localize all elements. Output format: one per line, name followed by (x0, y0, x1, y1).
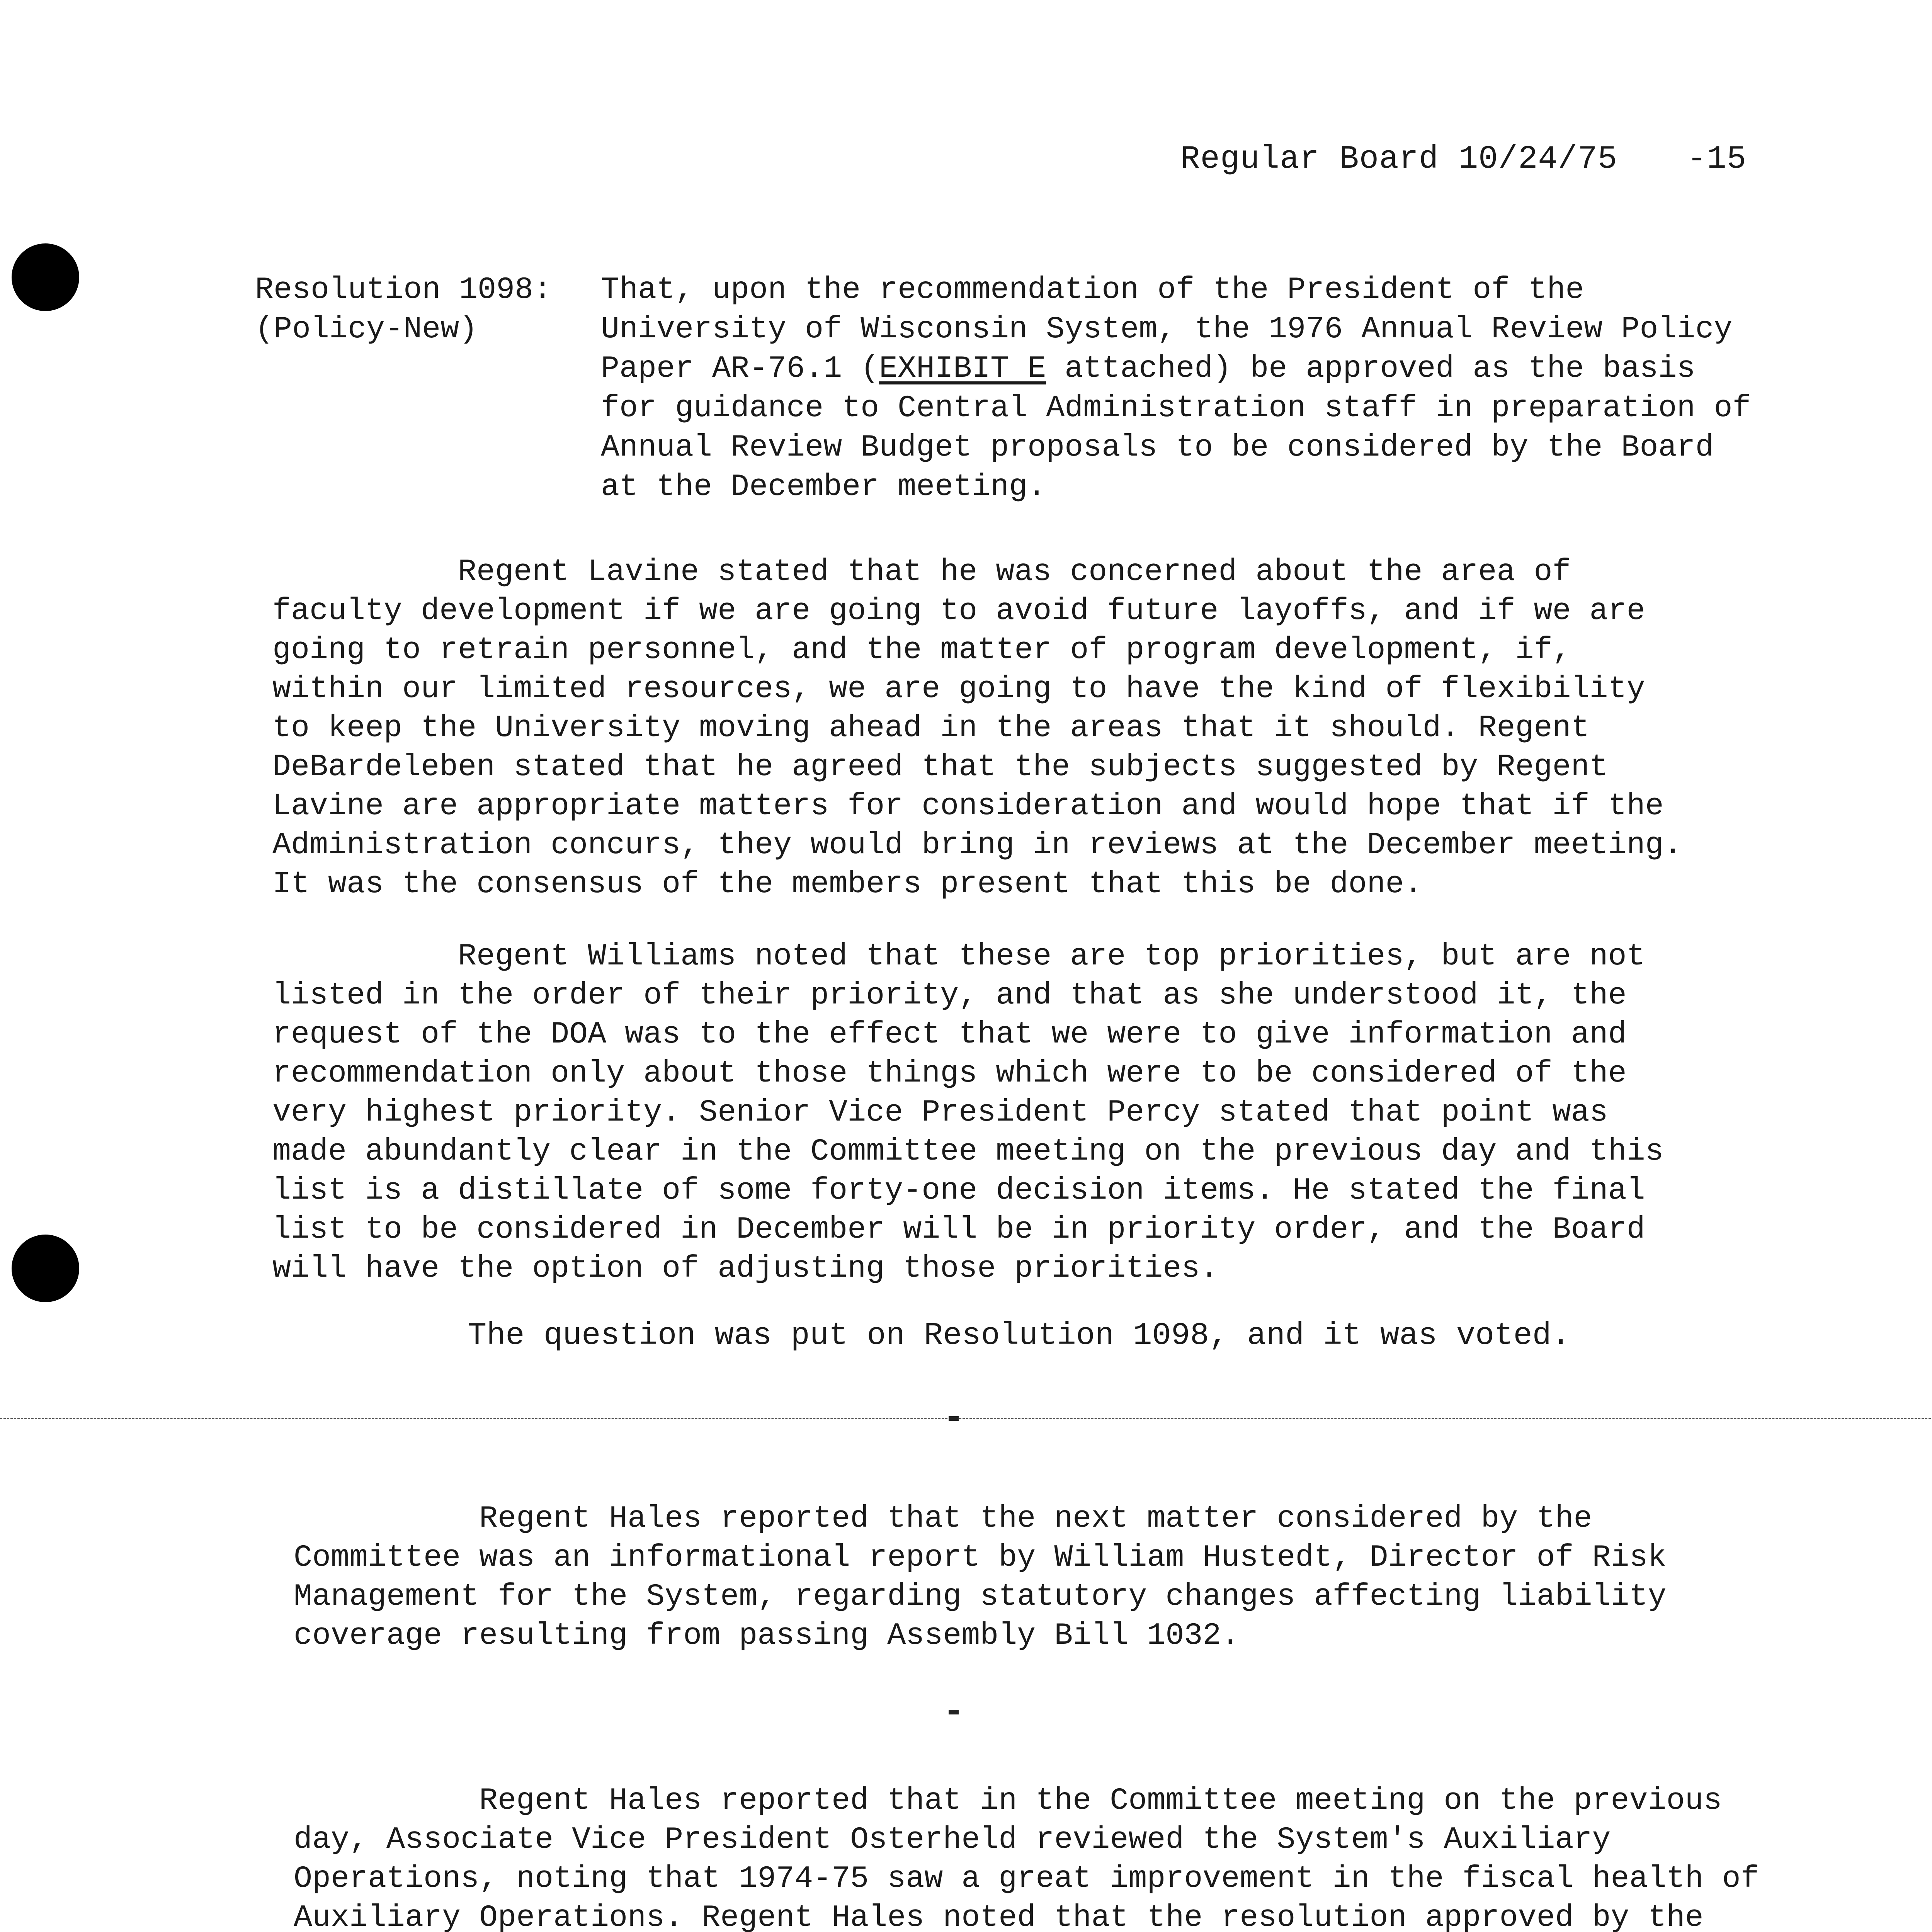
resolution-text: That, upon the recommendation of the President of the University of Wisconsin System, the 1976 Annual Review Policy Paper AR-76.1 (EXHIBIT E attached) be approved as the basis for guidance to Central Administration staff in preparation of Annual Review Budget proposals to be considered by the Board at the December meeting. (601, 272, 1751, 505)
section-divider (0, 1418, 1932, 1419)
vote-statement: The question was put on Resolution 1098, and it was voted. (468, 1318, 1571, 1354)
paragraph-williams: Regent Williams noted that these are top priorities, but are not listed in the order of their priority, and that as she understood it, the request of the DOA was to the effect that we were to give information and recommendation only about those things which were to be considered of the very highest priority. Senior Vice President Percy stated that point was made abundantly clear in the Committee meeting on the previous day and this list is a distillate of some forty-one decision items. He stated the final list to be considered in December will be in priority order, and the Board will have the option of adjusting those priorities. (272, 939, 1664, 1286)
punch-hole-middle (12, 1235, 79, 1302)
paragraph-osterheld: Regent Hales reported that in the Committee meeting on the previous day, Associate Vice President Osterheld reviewed the System's Auxiliary Operations, noting that 1974-75 saw a great improvement in the fiscal health of Auxiliary Operations. Regent Hales noted that the resolution approved by the (294, 1783, 1759, 1932)
page-header (1180, 141, 1747, 178)
paragraph-hustedt: Regent Hales reported that the next matter considered by the Committee was an informational report by William Hustedt, Director of Risk Management for the System, regarding statutory changes affecting liability coverage resulting from passing Assembly Bill 1032. (294, 1501, 1667, 1653)
divider-mark (949, 1416, 959, 1421)
resolution-label (255, 270, 552, 349)
exhibit-reference: EXHIBIT E (879, 351, 1046, 386)
header-title: Regular Board 10/24/75 (1180, 141, 1617, 178)
resolution-number: Resolution 1098: (255, 272, 552, 308)
page-number: -15 (1687, 141, 1747, 178)
punch-hole-top (12, 243, 79, 311)
divider-mark (949, 1710, 959, 1714)
paragraph-lavine: Regent Lavine stated that he was concerned about the area of faculty development if we are going to avoid future layoffs, and if we are going to retrain personnel, and the matter of program development, if, within our limited resources, we are going to have the kind of flexibility to keep the University moving ahead in the areas that it should. Regent DeBardeleben stated that he agreed that the subjects suggested by Regent Lavine are appropriate matters for consideration and would hope that if the Administration concurs, they would bring in reviews at the December meeting. It was the consensus of the members present that this be done. (272, 554, 1682, 902)
resolution-type: (Policy-New) (255, 312, 478, 347)
